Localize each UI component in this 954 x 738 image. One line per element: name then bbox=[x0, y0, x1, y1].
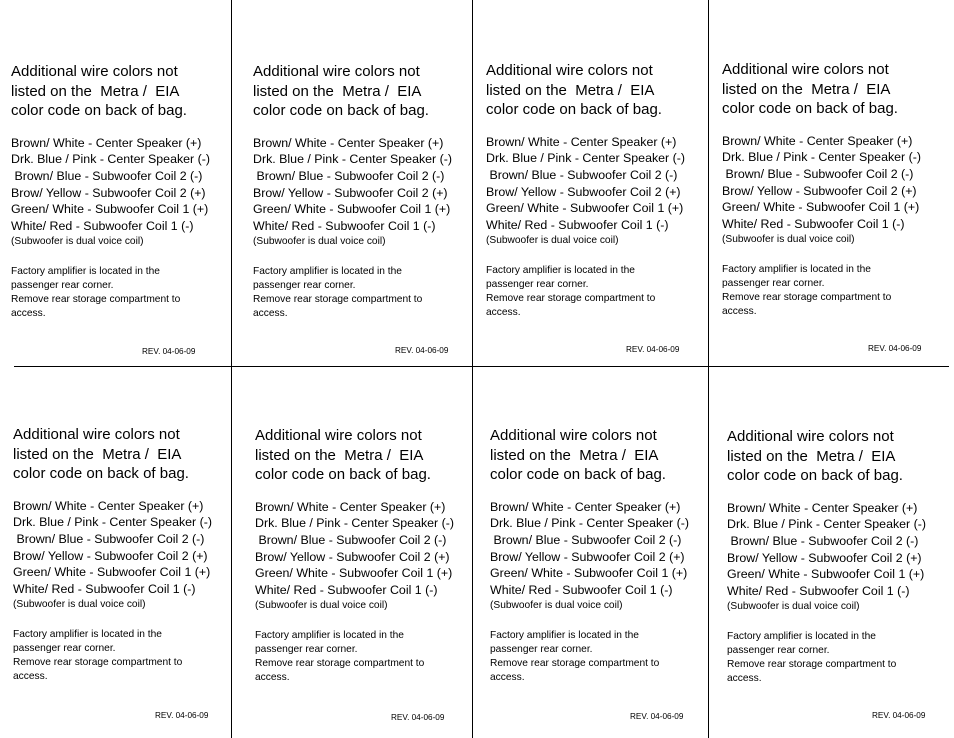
revision-label: REV. 04-06-09 bbox=[626, 345, 680, 354]
wire-item: White/ Red - Subwoofer Coil 1 (-) bbox=[13, 582, 196, 597]
factory-amp-note: Factory amplifier is located in the passenger rear corner. Remove rear storage compartment to access. bbox=[255, 629, 425, 683]
wire-item: Brown/ White - Center Speaker (+) bbox=[722, 133, 913, 148]
wire-item: Brow/ Yellow - Subwoofer Coil 2 (+) bbox=[11, 185, 206, 200]
card-heading: Additional wire colors not listed on the Metra / EIA color code on back of bag. bbox=[722, 61, 898, 117]
wire-item: White/ Red - Subwoofer Coil 1 (-) bbox=[11, 219, 194, 234]
wire-item: White/ Red - Subwoofer Coil 1 (-) bbox=[727, 584, 910, 599]
card-heading: Additional wire colors not listed on the Metra / EIA color code on back of bag. bbox=[253, 63, 429, 119]
wire-item: Drk. Blue / Pink - Center Speaker (-) bbox=[253, 152, 453, 167]
voice-coil-note: (Subwoofer is dual voice coil) bbox=[490, 599, 623, 611]
wire-list bbox=[13, 498, 238, 598]
label-card-6 bbox=[255, 426, 480, 685]
wire-item: White/ Red - Subwoofer Coil 1 (-) bbox=[255, 583, 438, 598]
factory-amp-note: Factory amplifier is located in the passenger rear corner. Remove rear storage compartment to access. bbox=[727, 630, 897, 684]
revision-label: REV. 04-06-09 bbox=[395, 346, 449, 355]
wire-item: Drk. Blue / Pink - Center Speaker (-) bbox=[490, 516, 690, 531]
wire-list bbox=[490, 499, 715, 599]
voice-coil-note: (Subwoofer is dual voice coil) bbox=[255, 599, 388, 611]
label-card-4 bbox=[722, 60, 947, 319]
wire-list bbox=[11, 135, 236, 235]
label-card-7 bbox=[490, 426, 715, 685]
wire-item: Brown/ Blue - Subwoofer Coil 2 (-) bbox=[486, 167, 678, 182]
card-heading: Additional wire colors not listed on the Metra / EIA color code on back of bag. bbox=[486, 62, 662, 118]
wire-item: Green/ White - Subwoofer Coil 1 (+) bbox=[486, 201, 684, 216]
revision-label: REV. 04-06-09 bbox=[630, 712, 684, 721]
wire-item: Drk. Blue / Pink - Center Speaker (-) bbox=[727, 517, 927, 532]
card-heading: Additional wire colors not listed on the Metra / EIA color code on back of bag. bbox=[11, 63, 187, 119]
wire-item: White/ Red - Subwoofer Coil 1 (-) bbox=[253, 219, 436, 234]
wire-item: Brow/ Yellow - Subwoofer Coil 2 (+) bbox=[255, 549, 450, 564]
wire-item: Brow/ Yellow - Subwoofer Coil 2 (+) bbox=[13, 548, 208, 563]
wire-item: Brown/ White - Center Speaker (+) bbox=[13, 498, 204, 513]
wire-item: Green/ White - Subwoofer Coil 1 (+) bbox=[253, 202, 451, 217]
factory-amp-note: Factory amplifier is located in the passenger rear corner. Remove rear storage compartment to access. bbox=[722, 263, 892, 317]
revision-label: REV. 04-06-09 bbox=[142, 347, 196, 356]
factory-amp-note: Factory amplifier is located in the passenger rear corner. Remove rear storage compartment to access. bbox=[490, 629, 660, 683]
wire-item: White/ Red - Subwoofer Coil 1 (-) bbox=[490, 583, 673, 598]
revision-label: REV. 04-06-09 bbox=[155, 711, 209, 720]
wire-list bbox=[722, 133, 947, 233]
wire-item: Brown/ Blue - Subwoofer Coil 2 (-) bbox=[253, 168, 445, 183]
wire-item: Brown/ White - Center Speaker (+) bbox=[490, 499, 681, 514]
wire-item: Green/ White - Subwoofer Coil 1 (+) bbox=[255, 566, 453, 581]
divider-horizontal bbox=[14, 366, 949, 367]
card-heading: Additional wire colors not listed on the Metra / EIA color code on back of bag. bbox=[13, 426, 189, 482]
voice-coil-note: (Subwoofer is dual voice coil) bbox=[253, 235, 386, 247]
wire-item: Brown/ Blue - Subwoofer Coil 2 (-) bbox=[11, 168, 203, 183]
wire-item: Green/ White - Subwoofer Coil 1 (+) bbox=[722, 200, 920, 215]
wire-list bbox=[486, 134, 711, 234]
label-card-3 bbox=[486, 61, 711, 320]
wire-item: Green/ White - Subwoofer Coil 1 (+) bbox=[727, 567, 925, 582]
revision-label: REV. 04-06-09 bbox=[391, 713, 445, 722]
label-card-2 bbox=[253, 62, 478, 321]
revision-label: REV. 04-06-09 bbox=[872, 711, 926, 720]
wire-item: Drk. Blue / Pink - Center Speaker (-) bbox=[255, 516, 455, 531]
wire-item: Brow/ Yellow - Subwoofer Coil 2 (+) bbox=[253, 185, 448, 200]
factory-amp-note: Factory amplifier is located in the passenger rear corner. Remove rear storage compartment to access. bbox=[486, 264, 656, 318]
wire-item: Brown/ White - Center Speaker (+) bbox=[253, 135, 444, 150]
label-card-5 bbox=[13, 425, 238, 684]
voice-coil-note: (Subwoofer is dual voice coil) bbox=[13, 598, 146, 610]
wire-list bbox=[253, 135, 478, 235]
wire-item: Green/ White - Subwoofer Coil 1 (+) bbox=[11, 202, 209, 217]
card-heading: Additional wire colors not listed on the Metra / EIA color code on back of bag. bbox=[727, 428, 903, 484]
card-heading: Additional wire colors not listed on the Metra / EIA color code on back of bag. bbox=[255, 427, 431, 483]
wire-item: Brown/ White - Center Speaker (+) bbox=[255, 499, 446, 514]
wire-item: Brow/ Yellow - Subwoofer Coil 2 (+) bbox=[722, 183, 917, 198]
wire-item: Green/ White - Subwoofer Coil 1 (+) bbox=[13, 565, 211, 580]
factory-amp-note: Factory amplifier is located in the passenger rear corner. Remove rear storage compartment to access. bbox=[253, 265, 423, 319]
factory-amp-note: Factory amplifier is located in the passenger rear corner. Remove rear storage compartment to access. bbox=[13, 628, 183, 682]
wire-item: Brow/ Yellow - Subwoofer Coil 2 (+) bbox=[490, 549, 685, 564]
label-card-8 bbox=[727, 427, 952, 686]
wire-item: Drk. Blue / Pink - Center Speaker (-) bbox=[722, 150, 922, 165]
wire-item: White/ Red - Subwoofer Coil 1 (-) bbox=[486, 218, 669, 233]
wire-item: Brow/ Yellow - Subwoofer Coil 2 (+) bbox=[486, 184, 681, 199]
wire-item: White/ Red - Subwoofer Coil 1 (-) bbox=[722, 217, 905, 232]
wire-item: Drk. Blue / Pink - Center Speaker (-) bbox=[486, 151, 686, 166]
wire-item: Green/ White - Subwoofer Coil 1 (+) bbox=[490, 566, 688, 581]
label-card-1 bbox=[11, 62, 236, 321]
factory-amp-note: Factory amplifier is located in the passenger rear corner. Remove rear storage compartment to access. bbox=[11, 265, 181, 319]
wire-list bbox=[727, 500, 952, 600]
wire-item: Brown/ Blue - Subwoofer Coil 2 (-) bbox=[13, 531, 205, 546]
wire-item: Drk. Blue / Pink - Center Speaker (-) bbox=[11, 152, 211, 167]
card-heading: Additional wire colors not listed on the Metra / EIA color code on back of bag. bbox=[490, 427, 666, 483]
wire-item: Brown/ Blue - Subwoofer Coil 2 (-) bbox=[490, 532, 682, 547]
wire-item: Drk. Blue / Pink - Center Speaker (-) bbox=[13, 515, 213, 530]
wire-item: Brown/ Blue - Subwoofer Coil 2 (-) bbox=[727, 533, 919, 548]
wire-item: Brown/ White - Center Speaker (+) bbox=[11, 135, 202, 150]
voice-coil-note: (Subwoofer is dual voice coil) bbox=[486, 234, 619, 246]
wire-item: Brown/ Blue - Subwoofer Coil 2 (-) bbox=[255, 532, 447, 547]
voice-coil-note: (Subwoofer is dual voice coil) bbox=[727, 600, 860, 612]
wire-item: Brown/ White - Center Speaker (+) bbox=[486, 134, 677, 149]
voice-coil-note: (Subwoofer is dual voice coil) bbox=[11, 235, 144, 247]
revision-label: REV. 04-06-09 bbox=[868, 344, 922, 353]
wire-item: Brow/ Yellow - Subwoofer Coil 2 (+) bbox=[727, 550, 922, 565]
wire-item: Brown/ Blue - Subwoofer Coil 2 (-) bbox=[722, 166, 914, 181]
wire-item: Brown/ White - Center Speaker (+) bbox=[727, 500, 918, 515]
voice-coil-note: (Subwoofer is dual voice coil) bbox=[722, 233, 855, 245]
wire-list bbox=[255, 499, 480, 599]
